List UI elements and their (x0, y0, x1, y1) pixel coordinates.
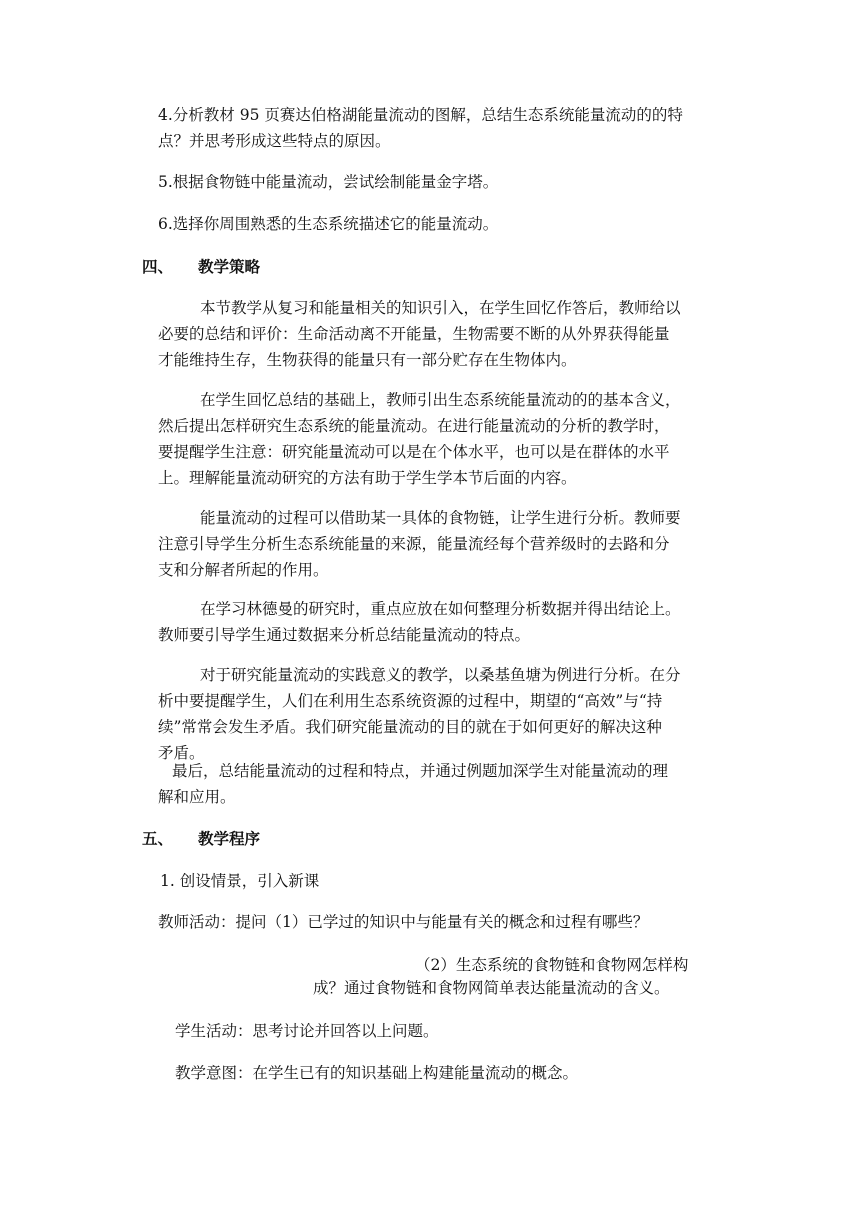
strategy-paragraph-6 (158, 758, 668, 810)
paragraph-line: 矛盾。 (158, 744, 205, 762)
list-item-6 (158, 211, 498, 237)
paragraph-line: 析中要提醒学生，人们在利用生态系统资源的过程中，期望的“高效”与“持 (158, 692, 663, 710)
strategy-paragraph-3 (158, 505, 681, 583)
strategy-paragraph-2 (158, 387, 681, 491)
paragraph-line: 对于研究能量流动的实践意义的教学，以桑基鱼塘为例进行分析。在分 (200, 666, 681, 684)
question-2-line1-text: （2）生态系统的食物链和食物网怎样构 (415, 956, 689, 974)
paragraph-line: 才能维持生存，生物获得的能量只有一部分贮存在生物体内。 (158, 351, 577, 369)
procedure-step-1-text: 1. 创设情景，引入新课 (160, 872, 320, 890)
teacher-activity-text: 教师活动：提问（1）已学过的知识中与能量有关的概念和过程有哪些？ (158, 913, 649, 931)
student-activity-text: 学生活动：思考讨论并回答以上问题。 (175, 1022, 439, 1040)
paragraph-line: 支和分解者所起的作用。 (158, 561, 329, 579)
list-item-4-line2: 点？并思考形成这些特点的原因。 (158, 132, 391, 150)
procedure-step-1 (160, 868, 319, 894)
teaching-intent-text: 教学意图：在学生已有的知识基础上构建能量流动的概念。 (175, 1064, 579, 1082)
list-item-6-text: 6.选择你周围熟悉的生态系统描述它的能量流动。 (158, 215, 499, 233)
paragraph-line: 在学生回忆总结的基础上，教师引出生态系统能量流动的的基本含义， (200, 391, 681, 409)
list-item-4 (158, 102, 683, 154)
strategy-paragraph-4 (158, 596, 681, 648)
teaching-intent (175, 1060, 578, 1086)
strategy-paragraph-5 (158, 662, 681, 766)
student-activity (175, 1018, 439, 1044)
paragraph-line: 最后，总结能量流动的过程和特点，并通过例题加深学生对能量流动的理 (172, 762, 669, 780)
section-4-title: 教学策略 (198, 257, 261, 276)
paragraph-line: 续”常常会发生矛盾。我们研究能量流动的目的就在于如何更好的解决这种 (158, 718, 662, 736)
paragraph-line: 能量流动的过程可以借助某一具体的食物链，让学生进行分析。教师要 (200, 509, 681, 527)
paragraph-line: 本节教学从复习和能量相关的知识引入，在学生回忆作答后，教师给以 (200, 299, 681, 317)
paragraph-line: 解和应用。 (158, 788, 236, 806)
section-4-number: 四、 (142, 257, 174, 276)
list-item-4-line1: 4.分析教材 95 页赛达伯格湖能量流动的图解，总结生态系统能量流动的的特 (158, 106, 683, 124)
question-2-line2 (313, 975, 670, 1001)
paragraph-line: 在学习林德曼的研究时，重点应放在如何整理分析数据并得出结论上。 (200, 600, 681, 618)
teacher-activity (158, 909, 648, 935)
paragraph-line: 必要的总结和评价：生命活动离不开能量，生物需要不断的从外界获得能量 (158, 325, 670, 343)
strategy-paragraph-1 (158, 295, 681, 373)
section-5-heading (142, 826, 260, 852)
section-5-number: 五、 (142, 829, 174, 848)
paragraph-line: 注意引导学生分析生态系统能量的来源，能量流经每个营养级时的去路和分 (158, 535, 670, 553)
section-4-heading (142, 254, 260, 280)
paragraph-line: 教师要引导学生通过数据来分析总结能量流动的特点。 (158, 626, 531, 644)
paragraph-line: 然后提出怎样研究生态系统的能量流动。在进行能量流动的分析的教学时， (158, 417, 670, 435)
section-5-title: 教学程序 (198, 829, 261, 848)
list-item-5 (158, 169, 498, 195)
list-item-5-text: 5.根据食物链中能量流动，尝试绘制能量金字塔。 (158, 173, 499, 191)
question-2-line2-text: 成？通过食物链和食物网简单表达能量流动的含义。 (313, 979, 670, 997)
paragraph-line: 上。理解能量流动研究的方法有助于学生学本节后面的内容。 (158, 469, 577, 487)
paragraph-line: 要提醒学生注意：研究能量流动可以是在个体水平，也可以是在群体的水平 (158, 443, 670, 461)
